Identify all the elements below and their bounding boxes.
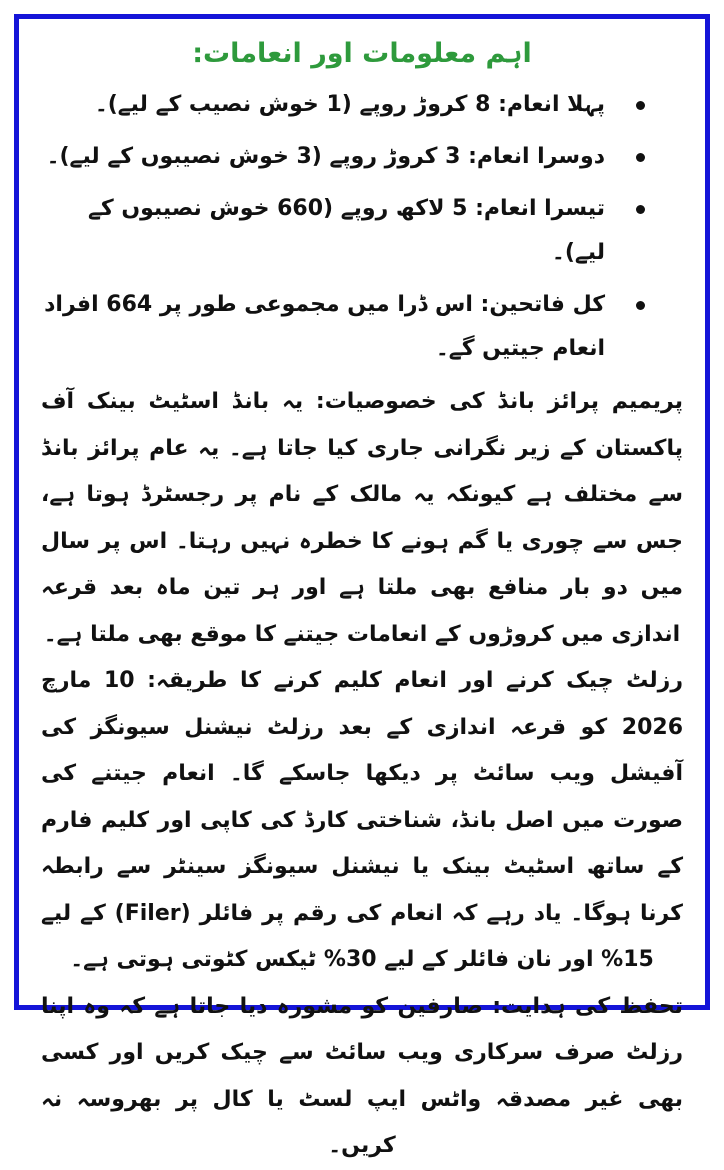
third-prize-text: تیسرا انعام: 5 لاکھ روپے (660 خوش نصیبوں کے لیے)۔ xyxy=(87,196,605,265)
list-item-second-prize xyxy=(41,135,683,179)
claim-paragraph: رزلٹ چیک کرنے اور انعام کلیم کرنے کا طریقہ: 10 مارچ 2026 کو قرعہ اندازی کے بعد رزلٹ نیشنل سیونگز کی آفیشل ویب سائٹ پر دیکھا جاسکے گا۔ انعام جیتنے کی صورت میں اصل بانڈ، شناختی کارڈ کی کاپی اور کلیم فارم کے ساتھ اسٹیٹ بینک یا نیشنل سیونگز سینٹر سے رابطہ کرنا ہوگا۔ یاد رہے کہ انعام کی رقم پر فائلر (Filer) کے لیے 15% اور نان فائلر کے لیے 30% ٹیکس کٹوتی ہوتی ہے۔ xyxy=(41,668,683,972)
list-item-third-prize xyxy=(41,187,683,275)
article-content xyxy=(41,33,683,1170)
bullet-icon xyxy=(636,301,645,310)
bullet-icon xyxy=(636,101,645,110)
first-prize-text: پہلا انعام: 8 کروڑ روپے (1 خوش نصیب کے لیے)۔ xyxy=(94,92,605,117)
page-title: اہم معلومات اور انعامات: xyxy=(192,38,532,69)
features-paragraph: پریمیم پرائز بانڈ کی خصوصیات: یہ بانڈ اسٹیٹ بینک آف پاکستان کے زیر نگرانی جاری کیا جاتا ہے۔ یہ عام پرائز بانڈ سے مختلف ہے کیونکہ یہ مالک کے نام پر رجسٹرڈ ہوتا ہے، جس سے چوری یا گم ہونے کا خطرہ نہیں رہتا۔ اس پر سال میں دو بار منافع بھی ملتا ہے اور ہر تین ماہ بعد قرعہ اندازی میں کروڑوں کے انعامات جیتنے کا موقع بھی ملتا ہے۔ xyxy=(41,389,683,647)
bullet-icon xyxy=(636,153,645,162)
page-frame xyxy=(14,14,710,1158)
second-prize-text: دوسرا انعام: 3 کروڑ روپے (3 خوش نصیبوں کے لیے)۔ xyxy=(46,144,605,169)
list-item-total-winners xyxy=(41,283,683,371)
prize-list xyxy=(41,83,683,371)
total-winners-text: کل فاتحین: اس ڈرا میں مجموعی طور پر 664 افراد انعام جیتیں گے۔ xyxy=(44,292,605,361)
list-item-first-prize xyxy=(41,83,683,127)
safety-paragraph: تحفظ کی ہدایت: صارفین کو مشورہ دیا جاتا ہے کہ وہ اپنا رزلٹ صرف سرکاری ویب سائٹ سے چیک کریں اور کسی بھی غیر مصدقہ واٹس ایپ لسٹ یا کال پر بھروسہ نہ کریں۔ xyxy=(41,993,683,1158)
bullet-icon xyxy=(636,205,645,214)
